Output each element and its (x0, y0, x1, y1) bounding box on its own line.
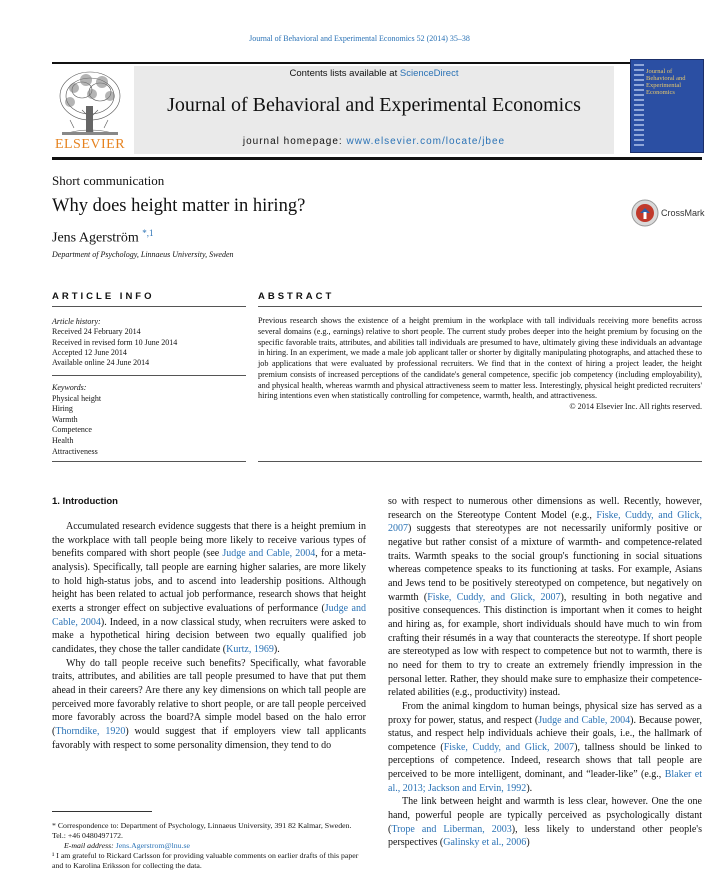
body-text: ). Because power, status, and respect help individuals achieve their goals, i.e., the hallmark of competence ( (388, 714, 702, 753)
abstract-header: ABSTRACT (258, 291, 335, 302)
body-text: ), less likely to understand other people's perspectives ( (388, 823, 702, 849)
crossmark-icon[interactable] (631, 199, 659, 227)
keywords (52, 383, 101, 457)
body-text: ) would suggest that if employers view tall applicants favorably with respect to some personality dimension, they tend to do (52, 725, 367, 751)
article-type: Short communication (52, 173, 165, 188)
author-line (52, 228, 153, 247)
divider (258, 461, 702, 462)
citation-link[interactable]: Judge and Cable, 2004 (222, 548, 316, 560)
article-title: Why does height matter in hiring? (52, 196, 306, 216)
history-label: Article history: (52, 317, 101, 326)
paragraph (388, 495, 702, 700)
left-column (52, 520, 366, 752)
cover-title: Journal of Behavioral and Experimental Economics (646, 68, 686, 96)
crossmark-label[interactable]: CrossMark (661, 208, 705, 218)
history-item: Available online 24 June 2014 (52, 358, 150, 368)
correspondence-note: * Correspondence to: Department of Psychology, Linnaeus University, 391 82 Kalmar, Sweden. Tel.: +46 0480497172. (52, 821, 352, 840)
email-link[interactable]: Jens.Agerstrom@lnu.se (115, 841, 190, 850)
body-text: ) suggests that stereotypes are not necessarily uniformly positive or negative but rather consist of a mixture of warmth- and competence-related traits. Warmth speaks to the social group's functioning in social situations whereas competence speaks to its functioning at tasks. For example, Asians and Jews tend to be positively stereotyped on competence, but negatively on warmth ( (388, 523, 702, 603)
contents-prefix: Contents lists available at (289, 68, 400, 79)
body-text: ), resulting in both negative and positive consequences. This distinction is important when it comes to height and hiring as, for example, short individuals should have much to win from crafting their résumés in a way that counteracts the stereotype. If short people are stereotyped as low with respect to competence but not to warmth, there is no need for them to try to create an extremely friendly impression in the personal letter. Rather, they should make sure to emphasize their competence-related abilities (e.g., productivity) instead. (388, 591, 702, 699)
citation-link[interactable]: Thorndike, 1920 (55, 725, 126, 737)
footnote-rule (52, 811, 152, 812)
journal-title: Journal of Behavioral and Experimental Economics (167, 94, 581, 116)
citation-link[interactable]: Blaker et al., 2013; Jackson and Ervin, 1992 (388, 769, 702, 794)
body-text: ). (526, 782, 533, 794)
author-footnote-marks[interactable]: *,1 (142, 228, 154, 238)
divider (52, 375, 246, 376)
author-name: Jens Agerström (52, 230, 139, 246)
history-item: Accepted 12 June 2014 (52, 347, 127, 357)
acknowledgement-note: ¹ I am grateful to Rickard Carlsson for providing valuable comments on earlier drafts of this paper and to Karolina Eriksson for collecting the data. (52, 851, 359, 870)
header-rule-bottom (52, 157, 702, 160)
divider (52, 461, 246, 462)
homepage-link[interactable]: www.elsevier.com/locate/jbee (346, 136, 506, 147)
body-text: so with respect to numerous other dimensions as well. Recently, however, research on the Stereotype Content Model (e.g., (388, 496, 702, 521)
body-text: The link between height and warmth is less clear, however. One the one hand, powerful people are typically perceived as psychologically distant ( (388, 796, 702, 835)
keyword: Health (52, 435, 74, 445)
keyword: Warmth (52, 414, 78, 424)
citation-link[interactable]: Judge and Cable, 2004 (52, 602, 366, 628)
paragraph (52, 520, 366, 657)
header-rule-top (52, 62, 702, 64)
body-text: ) (526, 837, 530, 849)
contents-line (134, 68, 614, 79)
keyword: Attractiveness (52, 446, 98, 456)
history-item: Received in revised form 10 June 2014 (52, 337, 178, 347)
paragraph (388, 795, 702, 850)
right-column (388, 495, 702, 850)
body-text: From the animal kingdom to human beings, physical size has served as a proxy for power, status, and respect ( (388, 700, 702, 726)
publisher-logo-text: ELSEVIER (54, 137, 126, 152)
homepage-line (134, 136, 614, 147)
abstract-body (258, 316, 702, 413)
body-text: ), tallness should be linked to perceptions of competence. Indeed, research shows that tall people are perceived to be more intelligent, dominant, and “leader-like” (e.g., (388, 741, 702, 781)
journal-citation[interactable]: Journal of Behavioral and Experimental Economics 52 (2014) 35–38 (249, 34, 470, 43)
article-history (52, 317, 177, 368)
copyright: © 2014 Elsevier Inc. All rights reserved. (569, 402, 702, 411)
abstract-text: Previous research shows the existence of a height premium in the workplace with tall individuals receiving more benefits across several domains (e.g., earnings) relative to short people. The current study probes deeper into the height premium by focusing on the specific favorable traits, attributes, and abilities tall individuals are presumed to have, ultimately giving these individuals an advantage in hiring. In an experiment, we made a male job applicant taller or shorter by digitally manipulating photographs, and attached these to job applications that were evaluated by professional recruiters. We find that in the context of hiring a project leader, the height premium consists of increased perceptions of the candidate's general competence, specific job competency (including employability), and physical health, whereas warmth and physical attractiveness seem to matter less. Interestingly, physical height predicted recruiters' hiring intentions even when statistically controlling for competence, warmth, health, and attractiveness. (258, 316, 702, 401)
body-text: ). (273, 643, 280, 655)
email-label: E-mail address: (64, 841, 116, 850)
keyword: Physical height (52, 393, 102, 403)
keyword: Competence (52, 425, 92, 435)
section-heading: 1. Introduction (52, 496, 118, 507)
keyword: Hiring (52, 404, 73, 414)
sciencedirect-link[interactable]: ScienceDirect (399, 68, 459, 79)
footnotes (52, 821, 366, 871)
history-item: Received 24 February 2014 (52, 327, 141, 337)
citation-link[interactable]: Galinsky et al., 2006 (443, 837, 527, 849)
divider (258, 306, 702, 307)
cover-stripes (634, 64, 644, 146)
homepage-prefix: journal homepage: (242, 136, 347, 147)
citation-link[interactable]: Fiske, Cuddy, and Glick, 2007 (443, 741, 575, 753)
paragraph (388, 700, 702, 796)
citation-link[interactable]: Kurtz, 1969 (226, 643, 274, 655)
paragraph (52, 657, 366, 753)
divider (52, 306, 246, 307)
body-text: Accumulated research evidence suggests that there is a height premium in the workplace with tall people being more likely to receive various types of benefits compared with short people (see (52, 521, 366, 560)
citation-link[interactable]: Fiske, Cuddy, and Glick, 2007 (388, 509, 702, 535)
citation-link[interactable]: Judge and Cable, 2004 (538, 714, 631, 726)
citation-link[interactable]: Trope and Liberman, 2003 (391, 823, 512, 835)
body-text: ). Indeed, in a now classical study, when recruiters were asked to make a hypothetical hiring decision between two equally qualified job candidates, they chose the taller candidate ( (52, 616, 366, 655)
body-text: , for a meta-analysis). Specifically, tall people are earning higher salaries, are more likely to hold high-status jobs, and to ascend into leadership positions. Although height has been related to actual job performance, research shows that height exerts a stronger effect on subjective evaluations of performance ( (52, 548, 366, 614)
keywords-label: Keywords: (52, 383, 87, 392)
body-text: Why do tall people receive such benefits? Specifically, what favorable traits, attributes, and abilities are tall people presumed to have that put them ahead in their careers? Are there any key dimensions on which tall people are perceived more favorably relative to short people, or are tall people perceived more favorably across the board?A simple model based on the halo error ( (52, 657, 366, 737)
citation-link[interactable]: Fiske, Cuddy, and Glick, 2007 (427, 591, 561, 603)
affiliation: Department of Psychology, Linnaeus University, Sweden (52, 250, 234, 259)
article-info-header: ARTICLE INFO (52, 291, 155, 302)
